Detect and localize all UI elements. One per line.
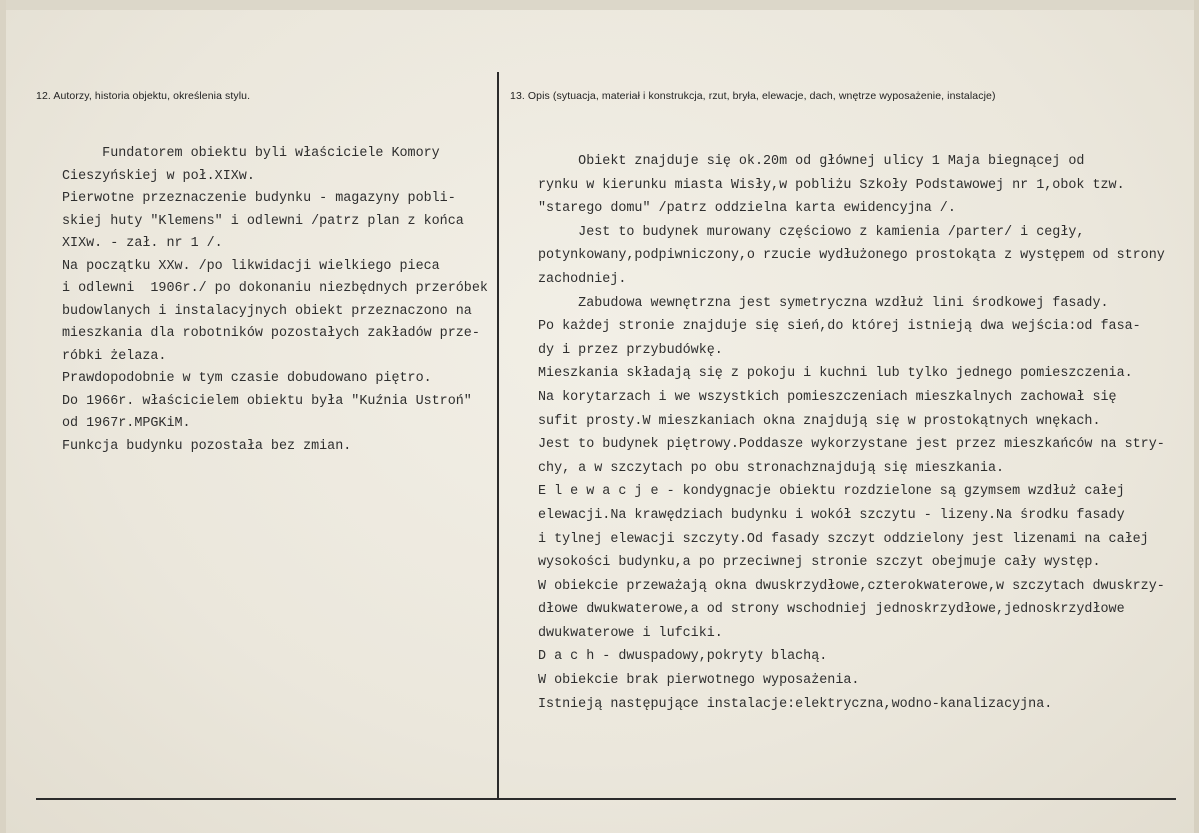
description-line: elewacji.Na krawędziach budynku i wokół szczytu - lizeny.Na środku fasady [538,507,1125,523]
history-line: róbki żelaza. [62,348,167,364]
description-line: Zabudowa wewnętrzna jest symetryczna wzdłuż lini środkowej fasady. [538,295,1109,311]
description-line: Po każdej stronie znajduje się sień,do której istnieją dwa wejścia:od fasa- [538,319,1141,335]
history-line: Do 1966r. właścicielem obiektu była "Kuźnia Ustroń" [62,393,472,409]
history-line: i odlewni 1906r./ po dokonaniu niezbędnych przeróbek [62,281,488,296]
column-divider [497,72,499,798]
page-edge-left [0,0,6,833]
history-line: Fundatorem obiektu byli właściciele Komory [62,146,440,161]
description-line: Mieszkania składają się z pokoju i kuchni lub tylko jednego pomieszczenia. [538,366,1133,382]
description-line: potynkowany,podpiwniczony,o rzucie wydłużonego prostokąta z występem od strony [538,248,1165,264]
history-line: budowlanych i instalacyjnych obiekt przeznaczono na [62,303,472,319]
description-line: sufit prosty.W mieszkaniach okna znajdują się w prostokątnych wnękach. [538,413,1101,429]
section-13-header: 13. Opis (sytuacja, materiał i konstrukcja, rzut, bryła, elewacje, dach, wnętrze wyposażenie, instalacje) [510,90,996,102]
description-line: dy i przez przybudówkę. [538,342,723,358]
history-line: od 1967r.MPGKiM. [62,416,191,431]
description-line: Jest to budynek piętrowy.Poddasze wykorzystane jest przez mieszkańców na stry- [538,437,1165,453]
description-line: chy, a w szczytach po obu stronachznajdują się mieszkania. [538,460,1005,476]
description-line: W obiekcie przeważają okna dwuskrzydłowe,czterokwaterowe,w szczytach dwuskrzy- [538,578,1165,594]
description-line: dwukwaterowe i lufciki. [538,625,723,641]
bottom-rule [36,798,1176,800]
description-line: D a c h - dwuspadowy,pokryty blachą. [538,649,828,665]
description-line: zachodniej. [538,271,627,287]
description-line: Jest to budynek murowany częściowo z kamienia /parter/ i cegły, [538,224,1085,240]
description-line: Na korytarzach i we wszystkich pomieszczeniach mieszkalnych zachował się [538,389,1117,405]
description-line: dłowe dwukwaterowe,a od strony wschodniej jednoskrzydłowe,jednoskrzydłowe [538,602,1125,618]
history-line: Cieszyńskiej w poł.XIXw. [62,168,255,184]
page-edge-right [1194,0,1199,833]
description-line: Istnieją następujące instalacje:elektryczna,wodno-kanalizacyjna. [538,696,1053,712]
description-text-column [538,150,1178,716]
history-line: Pierwotne przeznaczenie budynku - magazyny pobli- [62,191,456,206]
history-line: Na początku XXw. /po likwidacji wielkiego pieca [62,258,440,274]
description-line: "starego domu" /patrz oddzielna karta ewidencyjna /. [538,201,956,217]
description-line: wysokości budynku,a po przeciwnej stronie szczyt obejmuje cały występ. [538,555,1101,571]
section-12-header: 12. Autorzy, historia objektu, określenia stylu. [36,90,251,102]
description-line: E l e w a c j e - kondygnacje obiektu rozdzielone są gzymsem wzdłuż całej [538,484,1125,500]
history-line: Prawdopodobnie w tym czasie dobudowano piętro. [62,371,432,386]
history-line: skiej huty "Klemens" i odlewni /patrz plan z końca [62,213,464,229]
description-line: W obiekcie brak pierwotnego wyposażenia. [538,673,860,689]
history-line: XIXw. - zał. nr 1 /. [62,236,223,251]
history-line: mieszkania dla robotników pozostałych zakładów prze- [62,326,480,341]
description-line: Obiekt znajduje się ok.20m od głównej ulicy 1 Maja biegnącej od [538,154,1085,169]
description-line: rynku w kierunku miasta Wisły,w pobliżu Szkoły Podstawowej nr 1,obok tzw. [538,177,1125,193]
description-line: i tylnej elewacji szczyty.Od fasady szczyt oddzielony jest lizenami na całej [538,531,1149,547]
page-edge-top [0,0,1199,10]
history-line: Funkcja budynku pozostała bez zmian. [62,438,352,454]
history-text-column [62,143,492,458]
